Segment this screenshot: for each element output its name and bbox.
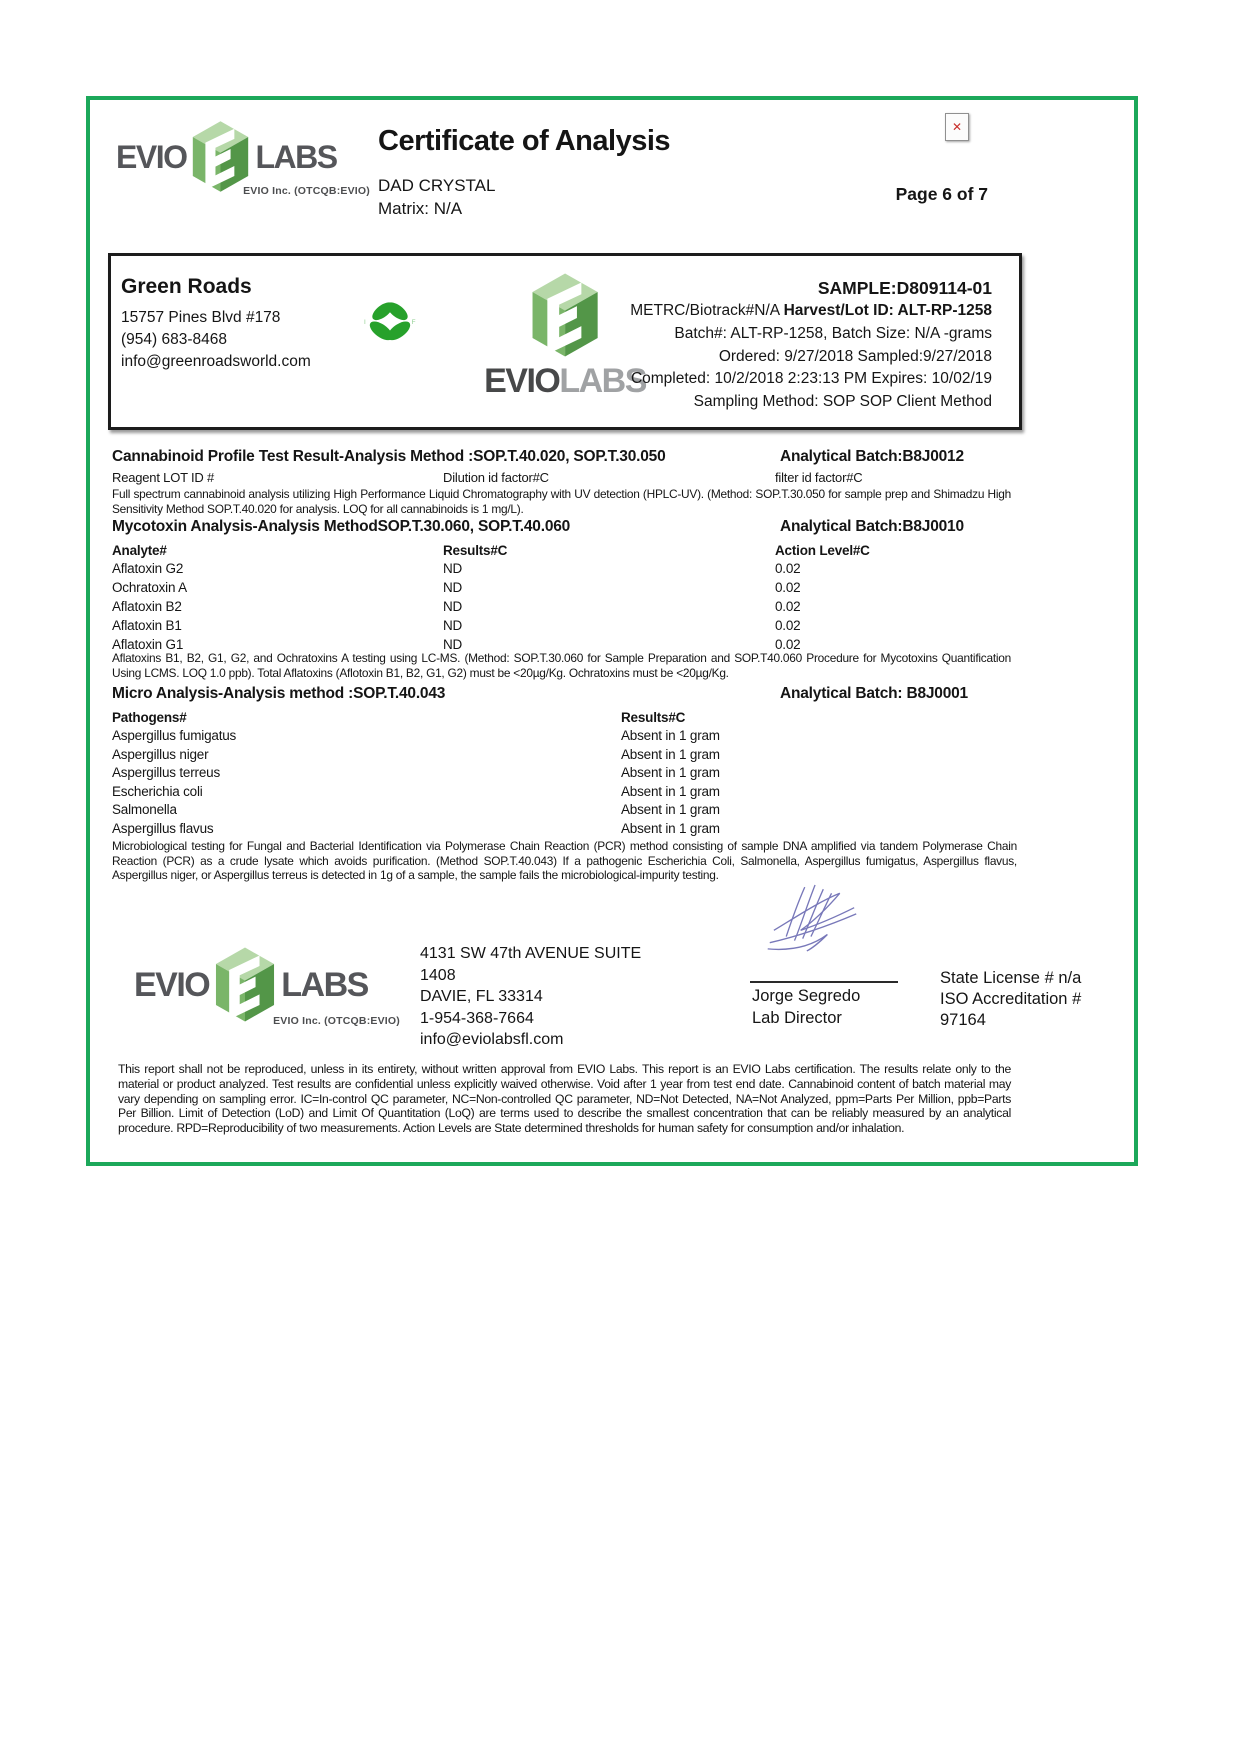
pathogen-cell: Aspergillus terreus <box>112 765 220 781</box>
evio-labs-logo-row <box>134 946 400 1023</box>
mycotoxin-section-heading: Mycotoxin Analysis-Analysis MethodSOP.T.30.060, SOP.T.40.060 <box>112 518 571 535</box>
result-cell: Absent in 1 gram <box>621 783 720 799</box>
eviolabs-wordmark <box>484 364 646 398</box>
result-cell: ND <box>443 637 463 652</box>
sample-info-block <box>630 276 992 414</box>
analyte-cell: Aflatoxin B1 <box>112 618 182 633</box>
labs-wordmark: LABS <box>559 362 646 400</box>
table-row <box>112 747 1011 762</box>
client-sample-box <box>108 253 1022 430</box>
mycotoxin-analytical-batch: Analytical Batch:B8J0010 <box>780 518 964 535</box>
signer-title: Lab Director <box>752 1009 842 1027</box>
page-title: Certificate of Analysis <box>378 125 671 157</box>
table-row <box>112 599 1011 614</box>
metrc-label: METRC/Biotrack#N/A <box>630 302 784 319</box>
analyte-cell: Aflatoxin G1 <box>112 637 184 652</box>
micro-section-heading: Micro Analysis-Analysis method :SOP.T.40.043 <box>112 685 446 702</box>
evio-labs-logo-row <box>116 120 370 193</box>
evio-wordmark: EVIO <box>134 965 210 1004</box>
harvest-lot-id: Harvest/Lot ID: ALT-RP-1258 <box>783 302 992 319</box>
evio-cube-icon <box>212 946 278 1023</box>
table-row <box>112 802 1011 817</box>
analyte-cell: Aflatoxin B2 <box>112 599 182 614</box>
clover-left-letter: I <box>363 318 366 326</box>
clover-right-letter: F <box>411 318 416 326</box>
result-cell: Absent in 1 gram <box>621 728 720 743</box>
completed-expires-line: Completed: 10/2/2018 2:23:13 PM Expires: 10/02/19 <box>630 370 992 388</box>
evio-wordmark: EVIO <box>484 362 560 400</box>
result-cell: Absent in 1 gram <box>621 765 720 781</box>
table-row <box>112 561 1011 576</box>
lab-email: info@eviolabsfl.com <box>420 1031 564 1048</box>
analyte-cell: Aflatoxin G2 <box>112 561 184 576</box>
product-name: DAD CRYSTAL <box>378 176 496 195</box>
lab-phone: 1-954-368-7664 <box>420 1009 534 1027</box>
batch-line: Batch#: ALT-RP-1258, Batch Size: N/A -grams <box>674 324 992 342</box>
action-level-cell: 0.02 <box>775 637 801 652</box>
table-row <box>112 765 1011 780</box>
table-row <box>112 618 1011 633</box>
evio-labs-logo-center <box>484 272 646 398</box>
page-number: Page 6 of 7 <box>895 184 988 204</box>
table-row <box>112 728 1011 743</box>
ordered-sampled-line: Ordered: 9/27/2018 Sampled:9/27/2018 <box>718 347 992 365</box>
cannabinoid-section-heading: Cannabinoid Profile Test Result-Analysis Method :SOP.T.40.020, SOP.T.30.050 <box>112 448 666 465</box>
mycotoxin-col-action-level: Action Level#C <box>775 543 870 558</box>
table-row <box>112 637 1011 652</box>
iso-accreditation-label: ISO Accreditation # <box>940 990 1082 1008</box>
sampling-method-line: Sampling Method: SOP SOP Client Method <box>693 393 992 411</box>
reagent-lot-label: Reagent LOT ID # <box>112 470 215 485</box>
micro-analytical-batch: Analytical Batch: B8J0001 <box>780 685 968 702</box>
pathogen-cell: Aspergillus niger <box>112 746 209 762</box>
signer-name: Jorge Segredo <box>752 987 861 1005</box>
micro-table <box>112 728 1011 840</box>
broken-image-icon: ✕ <box>945 113 969 141</box>
license-block <box>940 968 1081 1031</box>
client-phone: (954) 683-8468 <box>121 331 227 348</box>
client-block <box>121 275 311 373</box>
evio-wordmark: EVIO <box>116 138 187 175</box>
lab-city: DAVIE, FL 33314 <box>420 988 543 1005</box>
action-level-cell: 0.02 <box>775 580 801 595</box>
lab-address-line2: 1408 <box>420 966 456 984</box>
pathogen-cell: Escherichia coli <box>112 783 203 799</box>
evio-cube-icon <box>528 272 602 358</box>
evio-inc-caption: EVIO Inc. (OTCQB:EVIO) <box>243 185 370 197</box>
result-cell: Absent in 1 gram <box>621 821 720 836</box>
result-cell: ND <box>443 618 463 633</box>
lab-address-block <box>420 943 641 1051</box>
result-cell: ND <box>443 599 463 614</box>
matrix-label: Matrix: N/A <box>378 199 463 218</box>
evio-labs-logo-header <box>116 120 370 197</box>
state-license: State License # n/a <box>940 969 1082 987</box>
table-row <box>112 821 1011 836</box>
mycotoxin-table <box>112 561 1011 657</box>
pathogen-cell: Aspergillus fumigatus <box>112 728 237 743</box>
metrc-harvest-line <box>630 300 992 323</box>
table-row <box>112 580 1011 595</box>
analyte-cell: Ochratoxin A <box>112 580 187 595</box>
action-level-cell: 0.02 <box>775 599 801 614</box>
micro-method-note: Microbiological testing for Fungal and Bacterial Identification via Polymerase Chain Reaction (PCR) method consisting of sample DNA amplified via tandem Polymerase Chain Reaction (PCR) as a crude lysate which avoids purification. (Method SOP.T.40.043) If a pathogenic Escherichia Coli, Salmonella, Aspergillus fumigatus, Aspergillus flavus, Aspergillus niger, or Aspergillus terreus is detected in 1g of a sample, the sample fails the microbiological-impurity testing. <box>112 839 1017 883</box>
client-name: Green Roads <box>121 275 252 298</box>
result-cell: ND <box>443 561 463 576</box>
cannabinoid-analytical-batch: Analytical Batch:B8J0012 <box>780 448 964 465</box>
result-cell: Absent in 1 gram <box>621 746 720 762</box>
clover-leaf-icon <box>363 298 417 346</box>
result-cell: ND <box>443 580 463 595</box>
mycotoxin-method-note: Aflatoxins B1, B2, G1, G2, and Ochratoxins A testing using LC-MS. (Method: SOP.T.30.060 for Sample Preparation and SOP.T40.060 Procedure for Mycotoxins Quantification Using LCMS. LOQ 1.0 ppb). Total Aflatoxins (Aflotoxin B1, B2, G1, G2) must be <20µg/Kg. Ochratoxins must be <20µg/Kg. <box>112 651 1011 680</box>
client-address: 15757 Pines Blvd #178 <box>121 309 281 326</box>
evio-cube-icon <box>189 120 252 193</box>
report-disclaimer: This report shall not be reproduced, unless in its entirety, without written approval from EVIO Labs. This report is an EVIO Labs certification. The results relate only to the material or product analyzed. Test results are confidential unless explicitly waived otherwise. Void after 1 year from test end date. Cannabinoid content of batch material may vary depending on sampling error. IC=In-control QC parameter, NC=Non-controlled QC parameter, ND=Not Detected, NA=Not Analyzed, ppm=Parts Per Million, ppb=Parts Per Billion. Limit of Detection (LoD) and Limit Of Quantitation (LoQ) are terms used to describe the smallest concentration that can be reliably measured by an analytical procedure. RPD=Reproducibility of two measurements. Action Levels are State determined thresholds for human safety for consumption and/or inhalation. <box>118 1062 1011 1136</box>
action-level-cell: 0.02 <box>775 618 801 633</box>
sample-id: SAMPLE:D809114-01 <box>817 278 992 298</box>
dilution-factor-label: Dilution id factor#C <box>443 470 549 485</box>
action-level-cell: 0.02 <box>775 561 801 576</box>
evio-inc-caption: EVIO Inc. (OTCQB:EVIO) <box>273 1015 400 1027</box>
lab-address-line1: 4131 SW 47th AVENUE SUITE <box>420 945 642 962</box>
mycotoxin-col-results: Results#C <box>443 543 508 558</box>
evio-labs-logo-footer <box>134 946 400 1027</box>
iso-accreditation-number: 97164 <box>940 1011 986 1029</box>
micro-col-results: Results#C <box>621 710 686 725</box>
signature-line <box>750 981 898 983</box>
labs-wordmark: LABS <box>255 138 337 175</box>
pathogen-cell: Salmonella <box>112 802 177 818</box>
cannabinoid-method-note: Full spectrum cannabinoid analysis utilizing High Performance Liquid Chromatography with UV detection (HPLC-UV). (Method: SOP.T.30.050 for sample prep and Shimadzu High Sensitivity Method SOP.T.40.020 for analysis. LOQ for all cannabinoids is 1 mg/L). <box>112 487 1011 516</box>
signature-scribble <box>763 883 863 953</box>
result-cell: Absent in 1 gram <box>621 802 720 818</box>
labs-wordmark: LABS <box>281 965 368 1004</box>
pathogen-cell: Aspergillus flavus <box>112 821 214 836</box>
micro-col-pathogens: Pathogens# <box>112 710 187 725</box>
client-email: info@greenroadsworld.com <box>121 353 311 370</box>
table-row <box>112 784 1011 799</box>
mycotoxin-col-analyte: Analyte# <box>112 543 167 558</box>
filter-factor-label: filter id factor#C <box>775 470 863 485</box>
